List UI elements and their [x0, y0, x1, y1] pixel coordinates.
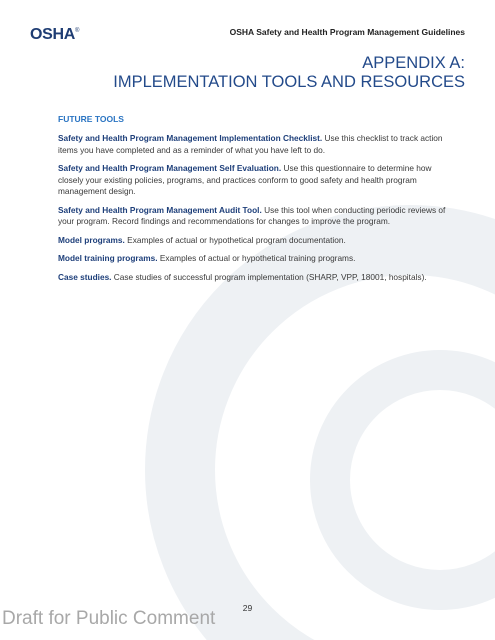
tool-item-description: Use this questionnaire to determine how closely your existing policies, programs, and practices conform to good safety and health program management design.	[58, 163, 432, 196]
tool-item-title: Safety and Health Program Management Audit Tool.	[58, 204, 262, 215]
tool-item-model-programs	[58, 235, 450, 247]
tool-item-model-training-programs	[58, 253, 450, 265]
tool-item-title: Safety and Health Program Management Self Evaluation.	[58, 163, 282, 173]
tool-item-description: Examples of actual or hypothetical program documentation.	[124, 234, 346, 245]
tool-item-description: Case studies of successful program implementation (SHARP, VPP, 18001, hospitals).	[111, 271, 427, 282]
tool-item-title: Model training programs.	[58, 253, 158, 263]
logo-registered-mark: ®	[75, 28, 80, 34]
logo-text: OSHA	[30, 26, 76, 43]
tool-item-audit-tool	[58, 205, 450, 228]
inner-ring	[330, 370, 495, 590]
tool-item-title: Model programs.	[58, 234, 125, 245]
page-number: 29	[242, 603, 253, 613]
appendix-title-line1: APPENDIX A:	[362, 54, 465, 72]
tool-item-implementation-checklist	[58, 133, 450, 156]
tool-item-description: Use this checklist to track action items you have completed and as a reminder of what you have left to do.	[58, 133, 443, 155]
tool-item-title: Safety and Health Program Management Implementation Checklist.	[58, 133, 323, 143]
tool-item-description: Examples of actual or hypothetical training programs.	[157, 253, 356, 263]
section-heading: FUTURE TOOLS	[58, 114, 124, 124]
tool-item-case-studies	[58, 272, 450, 284]
future-tools-section	[58, 114, 450, 290]
appendix-title-line2: IMPLEMENTATION TOOLS AND RESOURCES	[113, 73, 465, 91]
draft-watermark: Draft for Public Comment	[2, 608, 216, 629]
tool-item-description: Use this tool when conducting periodic reviews of your program. Record findings and recommendations for changes to improve the program.	[58, 204, 446, 226]
osha-logo	[30, 26, 79, 44]
running-header-title: OSHA Safety and Health Program Management Guidelines	[229, 27, 465, 37]
tool-item-title: Case studies.	[58, 271, 112, 282]
tool-item-self-evaluation	[58, 163, 450, 198]
appendix-title	[113, 54, 465, 92]
